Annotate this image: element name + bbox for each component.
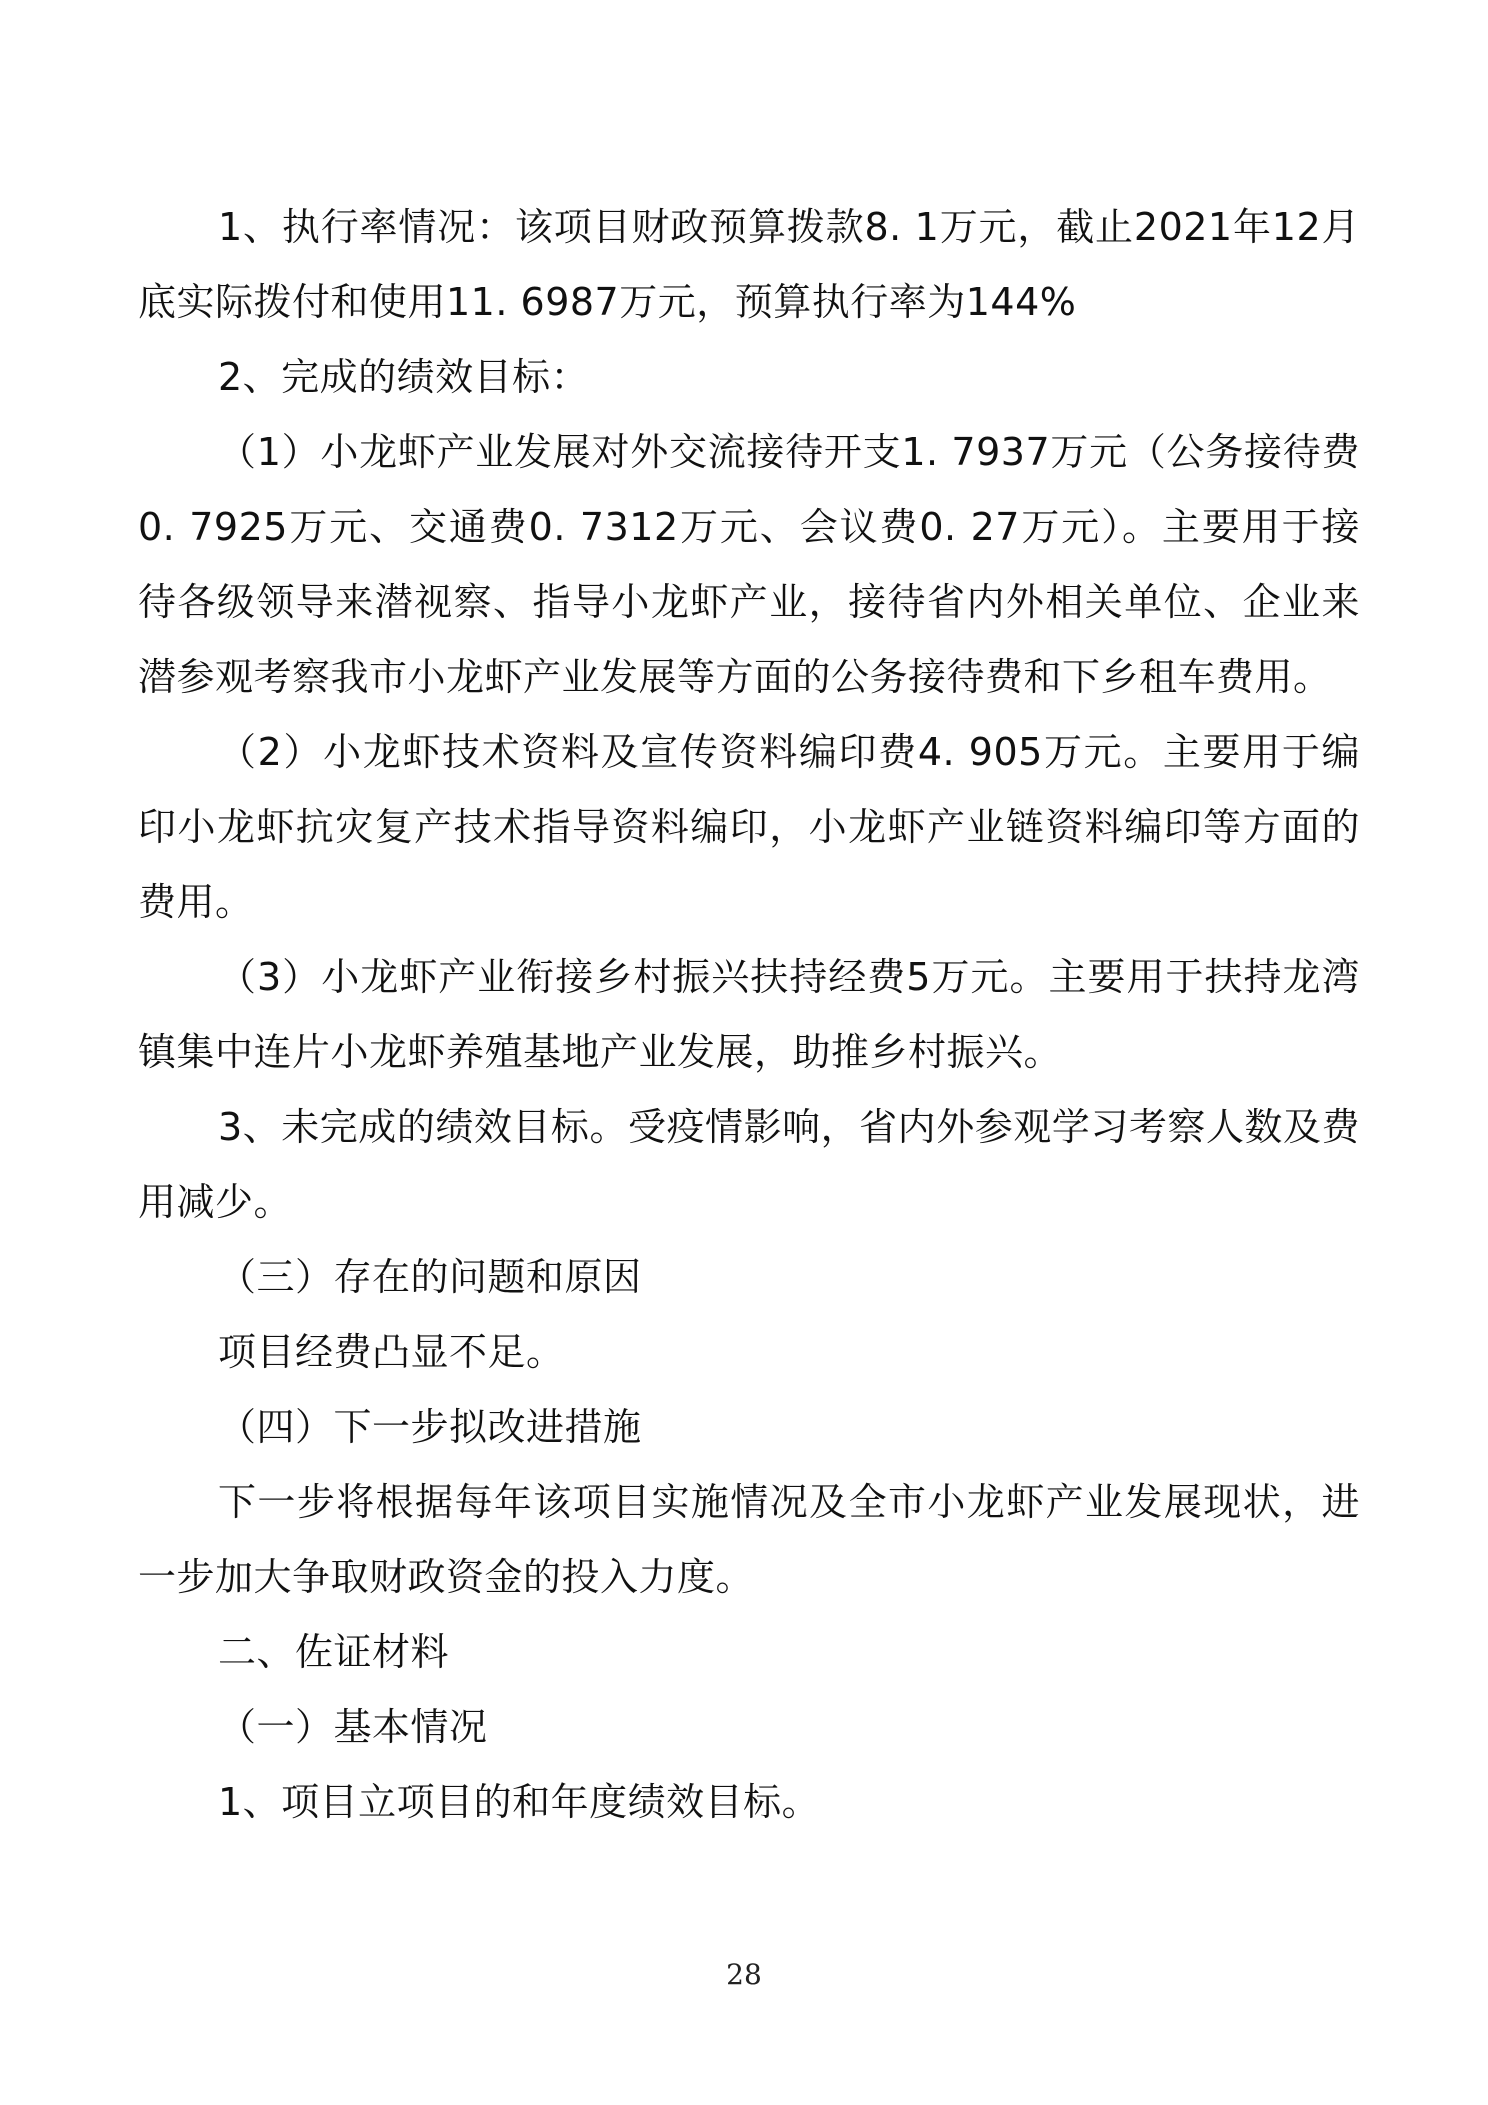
heading-supporting-materials: 二、佐证材料: [218, 1630, 450, 1674]
body-text: [138, 190, 1360, 1840]
heading-basic-info: （一）基本情况: [218, 1705, 488, 1749]
paragraph-funding-shortfall: 项目经费凸显不足。: [218, 1330, 565, 1374]
paragraph-next-steps: 下一步将根据每年该项目实施情况及全市小龙虾产业发展现状，进一步加大争取财政资金的投入力度。: [138, 1480, 1360, 1599]
paragraph-item-1: （1）小龙虾产业发展对外交流接待开支1. 7937万元（公务接待费0. 7925万元、交通费0. 7312万元、会议费0. 27万元）。主要用于接待各级领导来潜视察、指导小龙虾产业，接待省内外相关单位、企业来潜参观考察我市小龙虾产业发展等方面的公务接待费和下乡租车费用。: [138, 430, 1360, 699]
paragraph-item-3: （3）小龙虾产业衔接乡村振兴扶持经费5万元。主要用于扶持龙湾镇集中连片小龙虾养殖基地产业发展，助推乡村振兴。: [138, 955, 1360, 1074]
paragraph-execution-rate: 1、执行率情况：该项目财政预算拨款8. 1万元，截止2021年12月底实际拨付和使用11. 6987万元，预算执行率为144%: [138, 205, 1360, 324]
page-number: 28: [726, 1958, 762, 1991]
heading-next-steps: （四）下一步拟改进措施: [218, 1405, 642, 1449]
paragraph-item-2: （2）小龙虾技术资料及宣传资料编印费4. 905万元。主要用于编印小龙虾抗灾复产技术指导资料编印，小龙虾产业链资料编印等方面的费用。: [138, 730, 1360, 924]
heading-problems-and-causes: （三）存在的问题和原因: [218, 1255, 642, 1299]
paragraph-project-goals: 1、项目立项目的和年度绩效目标。: [218, 1780, 821, 1824]
paragraph-uncompleted-goals: 3、未完成的绩效目标。受疫情影响，省内外参观学习考察人数及费用减少。: [138, 1105, 1360, 1224]
paragraph-completed-goals-heading: 2、完成的绩效目标：: [218, 355, 590, 399]
